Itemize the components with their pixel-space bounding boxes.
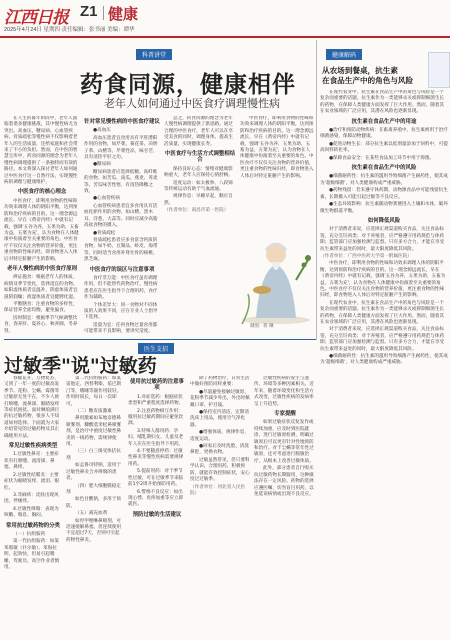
paragraph: 春暖花开，万物复苏，又到了一年一度的过敏高发季节。花粉、尘螨、霉菌等过敏原无处不在，不少人被打喷嚏、流鼻涕、眼睛发痒等症状困扰。面对琳琅满目的抗过敏药物，很多人不知道如何选择。下面就为大家介绍常见的过敏药物及其正确使用方法。 xyxy=(4,376,60,439)
paragraph: 过敏虽然常见，但只要科学认识、合理用药、积极预防，就能有效控制症状，安心度过过敏季。 xyxy=(190,457,250,483)
title-line: 从农场到餐桌，抗生素 xyxy=(322,66,398,75)
subheading: 老年人慢性病的中医食疗原则 xyxy=(6,265,78,272)
section-divider xyxy=(4,339,316,340)
paragraph: 对于消费者来说，应选择正规渠道购买食品，关注食品标签，充分烹饪肉类；对于养殖者，应严格遵守用药规范与休药期；监管部门应加强检测与监督。只有多方合力，才能在享受抗生素带来益处的同时，最大限度降低其风险。 xyxy=(320,227,445,252)
paragraph: 1.过敏性鼻炎：主要症状有打喷嚏、流清涕、鼻塞、鼻痒。 xyxy=(4,452,59,471)
allergy-column-2 xyxy=(66,376,124,638)
paragraph: 适量为宜：任何食物过量食用都可能带来不良影响，要讲究适度。 xyxy=(84,322,158,335)
illustration-caption: 制图：蒋 琳 xyxy=(250,324,274,329)
paragraph: ●骨质疏松 xyxy=(93,230,116,236)
credit: （作者单位：广西中医药大学第一附属医院） xyxy=(320,253,412,259)
paragraph: 骨质疏松患者应多食富含钙质的食物，如牛奶、豆制品、虾皮、海带等，同时适当食用补肾壮骨的核桃、黑芝麻。 xyxy=(84,237,158,263)
paragraph: 5.提前用药：对于季节性过敏，可在过敏季节来临前1至2周开始预防用药。 xyxy=(128,469,184,488)
feature-subtitle: 老年人如何通过中医食疗调理慢性病 xyxy=(104,97,280,110)
paragraph: ●治疗和预防动物疾病：在畜禽养殖中，抗生素被用于治疗细菌感染，保障动物健康。 xyxy=(320,128,448,140)
subheading: 中医食疗的误区与注意事项 xyxy=(89,266,155,273)
paragraph: ●细菌耐药性：抗生素的滥用导致细菌产生耐药性，使其成为'超级细菌'，对人类健康构成严重威胁。 xyxy=(320,354,448,366)
paragraph: （四）肥大细胞膜稳定剂 xyxy=(66,483,121,495)
paragraph: 平衡膳食：注重食物的多样性，保证营养全面均衡，避免偏食。 xyxy=(4,301,78,314)
paragraph: 第一代抗组胺药：如氯苯那敏（扑尔敏）、苯海拉明，起效快，但易引起嗜睡，驾驶员、高空作业者慎用。 xyxy=(4,539,60,570)
subheading: 中医食疗与生活方式调整相结合 xyxy=(164,151,236,164)
dateline: 2025年4月24日 星期四 责任编辑：张书丽 美编：谭华 xyxy=(4,27,135,33)
paragraph: 6.警惕不良反应：如出现心悸、皮疹加重等应立即就医。 xyxy=(128,489,184,508)
paragraph: ●生态环境影响：抗生素随动物粪便进入土壤和水体，破坏微生物群落平衡。 xyxy=(320,202,448,214)
paragraph: 适度运动：如太极拳、八段锦等传统运动有助于气血流通。 xyxy=(164,180,233,193)
allergy-column-1 xyxy=(4,376,62,638)
paragraph: ●糖尿病 xyxy=(93,162,111,168)
allergy-column-4 xyxy=(190,376,250,638)
paragraph: （三）白三烯受体拮抗剂 xyxy=(66,449,121,461)
paragraph: 如果过敏症状反复发作或持续加重，应及时到医院就诊，进行过敏原检测，明确过敏原后可以更有针对性地预防和治疗。对于尘螨等常年性过敏原，还可考虑进行脱敏治疗，从根本上改善过敏体质。 xyxy=(254,420,314,464)
subheading: 常用抗过敏药物的分类 xyxy=(6,522,60,529)
paragraph: 中医食疗，即利用食物的性味和功效来调理人体的阴阳平衡，达到预防和治疗疾病的目的。这一理念源远流长，早在《黄帝内经》中就有记载，强调'五谷为养，五果为助，五畜为益，五菜为充'，认为食物在人体健康中扮演着至关重要的角色。中医食疗不仅仅关注食物的营养价值，更注重食物的性味归经，即食物进入人体后对特定脏腑产生的影响。 xyxy=(240,116,314,179)
allergy-column-5 xyxy=(254,376,316,638)
credit: （作者单位：河北省人民医院） xyxy=(190,484,246,496)
right-article-body xyxy=(320,90,448,638)
subheading: 抗生素在食品生产中的用途 xyxy=(351,118,417,125)
paragraph: ●细菌耐药性：抗生素的滥用导致细菌产生耐药性，使其成为'超级细菌'，对人类健康构成严重威胁。 xyxy=(320,174,448,186)
paragraph: 除了药物治疗，日常生活中做好预防同样重要： xyxy=(190,376,250,388)
herbalist-illustration xyxy=(238,220,314,324)
paragraph: 在人生的暮年阶段中，老年人面临着诸多健康挑战，其中慢性病尤为突出。高血压、糖尿病、心血管疾病、骨质疏松等慢性病不仅影响着老年人的生活质量，还给家庭和社会带来了不小的负担。然而，在中医的智慧宝库中，药食同源的理念为老年人慢性病调理提供了一条独特而有效的路径。本文将深入探讨老年人如何通过中医食疗这一自然疗法，实现慢性病的调理与健康维护。 xyxy=(4,116,78,186)
feature-column-4 xyxy=(240,116,314,218)
tag-health-decode: 健康解码 xyxy=(326,49,362,60)
feature-column-1 xyxy=(4,116,80,338)
masthead xyxy=(0,0,450,38)
subheading: 使用抗过敏药的注意事项 xyxy=(130,379,184,392)
paragraph: 4.过敏性哮喘：表现为咳嗽、喘息、胸闷。 xyxy=(4,506,59,519)
feature-title: 药食同源，健康相伴 xyxy=(80,72,296,98)
paragraph: 3.特殊人群用药：孕妇、哺乳期妇女、儿童及老年人应在医生指导下用药。 xyxy=(128,428,184,447)
paragraph: 对于消费者来说，应选择正规渠道购买食品，关注食品标签，充分烹饪肉类；对于养殖者，应严格遵守用药规范与休药期；监管部门应加强检测与监督。只有多方合力，才能在享受抗生素带来益处的同时，最大限度降低其风险。 xyxy=(320,327,445,352)
tag-science-lecture: 科普讲堂 xyxy=(136,49,172,60)
paragraph: 中医食疗，即利用食物的性味和功效来调理人体的阴阳平衡，达到预防和治疗疾病的目的。这一理念源远流长，早在《黄帝内经》中就有记载，强调'五谷为养，五果为助，五畜为益，五菜为充'，认为食物在人体健康中扮演着至关重要的角色。中医食疗不仅仅关注食物的营养价值，更注重食物的性味归经，即食物进入人体后对特定脏腑产生的影响。 xyxy=(320,261,446,299)
paragraph: 如羟甲唑啉鼻喷剂，可迅速缓解鼻塞，但连续使用不宜超过7天，否则可引起药物性鼻炎。 xyxy=(66,518,122,543)
paragraph: 中医食疗，即利用食物的性味和功效来调理人体的阴阳平衡，达到预防和治疗疾病的目的。这一理念源远流长，早在《黄帝内经》中就有记载，强调'五谷为养，五果为助，五畜为益，五菜为充'，认为食物在人体健康中扮演着至关重要的角色。中医食疗不仅仅关注食物的营养价值，更注重食物的性味归经，即食物进入人体后对特定脏腑产生的影响。 xyxy=(4,198,79,262)
newspaper-logo: 江西日报 xyxy=(4,8,68,28)
paragraph: ●尽量避免接触过敏原，花粉季节减少外出，外出时佩戴口罩、护目镜。 xyxy=(190,389,250,408)
section-name: 健康 xyxy=(108,5,139,23)
subheading: 常见过敏性疾病类型 xyxy=(8,443,58,450)
paragraph: 在现代农业中，抗生素在食品生产中的角色与风险是一个复杂而重要的话题。抗生素作为一类能够杀灭或抑制细菌生长的药物，在保障人类健康方面发挥了巨大作用。然而，随着其在农业领域的广泛应用，其潜在风险也逐渐显现。 xyxy=(320,90,445,115)
paragraph: ●保障食品安全：在某些食品加工环节中用于抑菌。 xyxy=(329,155,435,161)
paragraph: 第二代抗组胺药：如氯雷他定、西替利嗪、依巴斯汀等，嗜睡等副作用较轻，作用时间长，每日一次即可。 xyxy=(66,376,122,407)
paragraph: 因时制宜：根据季节气候调整饮食，春养肝、夏养心、秋养肺、冬养肾。 xyxy=(4,315,78,334)
right-article-title xyxy=(322,66,448,86)
paragraph: 心血管疾病患者宜多食用具有活血化瘀作用的食物，如山楂、黑木耳、洋葱、大蒜等。同时应减少高脂高盐食物的摄入。 xyxy=(84,203,158,229)
paragraph: 糖尿病患者应选择低糖、高纤维的食物，如苦瓜、南瓜、燕麦、荞麦等。苦瓜味苦性寒，有清热降糖之效。 xyxy=(84,169,158,195)
paragraph: 总之，药食同源的理念为老年人慢性病调理提供了新思路。通过合理的中医食疗，老年人可以在享受美食的同时，调理身体，提高生活质量，实现健康长寿。 xyxy=(164,116,233,147)
allergy-article-title: 过敏季"说"过敏药 xyxy=(4,355,157,377)
paragraph: 3.荨麻疹：皮肤出现风团，伴瘙痒。 xyxy=(4,492,59,505)
paragraph: ●保持室内清洁，定期清洗床上用品，使用空气净化器。 xyxy=(190,410,249,428)
tag-doctor-tips: 医生支招 xyxy=(138,343,174,354)
paragraph: 此外，部分患者自行购买抗过敏药物长期服用，这种做法存在一定风险。药物的选择应遵医嘱，切勿盲目用药，以免延误病情或出现不良反应。 xyxy=(254,466,314,497)
paragraph: ●心血管疾病 xyxy=(93,196,120,202)
bowl-shape xyxy=(253,286,271,294)
credit: （作者单位：南昌市第一医院） xyxy=(164,208,229,214)
paragraph: （二）糖皮质激素 xyxy=(75,409,112,415)
allergy-column-3 xyxy=(128,376,186,638)
subheading: 专家提醒 xyxy=(274,411,296,418)
paragraph: ●增强体质，规律作息，适度运动。 xyxy=(190,430,249,442)
paragraph: 如色甘酸钠，多用于预防。 xyxy=(66,497,121,509)
masthead-divider xyxy=(103,6,104,20)
paragraph: （一）抗组胺药 xyxy=(13,531,46,537)
paragraph: 如孟鲁司特钠，适用于过敏性鼻炎合并哮喘的患者。 xyxy=(66,463,121,482)
paragraph: 个体差异大：同一食物对不同体质的人效果不同，应在专业人士指导下选择。 xyxy=(84,302,158,321)
title-line: 在食品生产中的角色与风险 xyxy=(322,76,414,85)
subheading: 如何降低风险 xyxy=(367,217,401,224)
subheading: 中医食疗的核心理念 xyxy=(17,189,67,196)
paragraph: 过敏性疾病的发生与遗传、环境等多种因素相关。近年来，随着环境变化和生活方式改变，过敏性疾病的发病率呈上升趋势。 xyxy=(254,376,314,407)
paragraph: 1.对症选药：根据症状类型和严重程度选择药物。 xyxy=(128,394,184,407)
paragraph: 2.过敏性结膜炎：主要症状为眼睛发痒、流泪、眼红。 xyxy=(4,472,60,491)
paragraph: （五）减充血剂 xyxy=(75,511,108,517)
paragraph: ●回家后及时洗脸、清洗鼻腔，更换衣物。 xyxy=(190,444,249,456)
feature-column-2 xyxy=(84,116,160,338)
feature-column-3 xyxy=(164,116,236,338)
subheading: 预防过敏的生活建议 xyxy=(132,511,182,518)
paragraph: 鼻用激素如布地奈德鼻喷雾剂、糠酸莫米松鼻喷雾剂，是治疗中重度过敏性鼻炎的一线药物，需规律使用。 xyxy=(66,416,122,448)
paragraph: 在现代农业中，抗生素在食品生产中的角色与风险是一个复杂而重要的话题。抗生素作为一类能够杀灭或抑制细菌生长的药物，在保障人类健康方面发挥了巨大作用。然而，随着其在农业领域的广泛应用，其潜在风险也逐渐显现。 xyxy=(320,300,445,325)
paragraph: 辨证施食：根据老年人的体质、病情及季节变化，选择适宜的食物。如阳虚体质者宜温补，阴虚体质者宜滋阴润燥；痰湿体质者宜健脾化湿。 xyxy=(4,275,78,300)
page-number: Z1 xyxy=(80,3,98,20)
subheading: 抗生素在食品生产中的风险 xyxy=(351,165,417,172)
paragraph: ●促进动物生长：部分抗生素以低剂量添加于饲料中，可提高饲料转化率。 xyxy=(320,141,448,154)
paragraph: 高血压患者宜食用具有平肝潜阳作用的食物，如芹菜、菊花茶、决明子茶、山楂等。芹菜性凉，味甘苦，具有清热平肝之功。 xyxy=(84,135,158,161)
paragraph: 2.注意药物相互作用：服用抗过敏药期间应避免饮酒。 xyxy=(128,408,184,427)
paragraph: 规律作息：早睡早起，顺应自然。 xyxy=(164,194,233,206)
subheading: 针对常见慢性病的中医食疗建议 xyxy=(84,119,160,125)
paragraph: ●药物残留：若未遵守休药期，动物源食品中可能残留抗生素，长期摄入可能引起过敏等不良反应。 xyxy=(320,188,448,200)
paragraph: 4.不要随意停药：过敏性鼻炎等慢性疾病需要规律用药。 xyxy=(128,449,184,467)
column-divider xyxy=(316,40,317,340)
paragraph: ●高血压 xyxy=(93,128,111,134)
paragraph: 保持良好心态：情绪对健康影响重大，老年人应保持心情舒畅。 xyxy=(164,166,233,179)
paragraph: 食疗非万能：中医食疗虽有调理作用，但不能替代药物治疗。慢性病患者应在医生指导下合理用药，食疗作为辅助。 xyxy=(84,275,158,301)
